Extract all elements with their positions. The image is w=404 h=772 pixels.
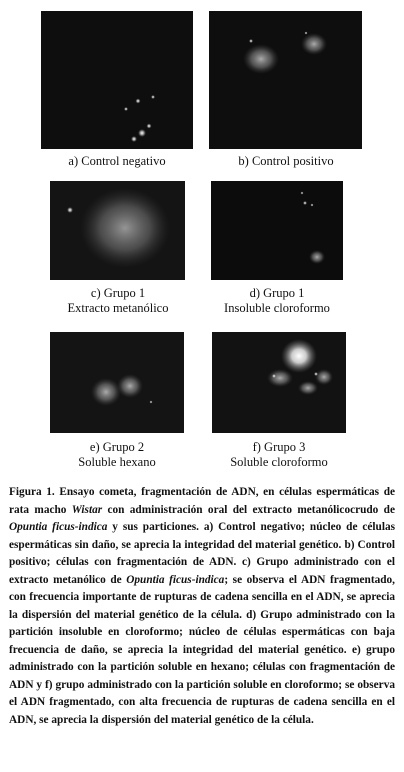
- micrograph-f: [212, 332, 346, 433]
- caption-italic-text: Wistar: [71, 503, 103, 516]
- caption-line: f) Grupo 3: [252, 440, 306, 454]
- caption-text: y sus particiones. a) Control negativo; núcleo de células espermáticas sin daño, se aprecia la integridad del material genético. b) Control positivo; células con fragmentación de ADN. c) Grupo administrado con el extracto metanólico de: [9, 521, 395, 586]
- micrograph-c: [50, 181, 185, 280]
- caption-line: Soluble cloroformo: [230, 455, 328, 469]
- panel-f-caption: [193, 440, 365, 470]
- panel-a-caption: [31, 154, 203, 169]
- caption-line: c) Grupo 1: [90, 286, 146, 300]
- panel-c-caption: [32, 286, 204, 316]
- caption-text: Ensayo cometa, fragmentación de ADN, en células espermáticas de rata macho: [9, 486, 395, 516]
- caption-line: Extracto metanólico: [67, 301, 169, 315]
- figure-label: Figura 1.: [9, 486, 55, 498]
- panel-d-caption: [191, 286, 363, 316]
- caption-line: d) Grupo 1: [249, 286, 305, 300]
- caption-italic-text: Opuntia ficus-indica: [126, 573, 225, 586]
- micrograph-a: [41, 11, 193, 149]
- caption-line: Insoluble cloroformo: [224, 301, 330, 315]
- caption-line: a) Control negativo: [68, 154, 166, 168]
- micrograph-b: [209, 11, 362, 149]
- caption-text: con administración oral del extracto metanólicocrudo de: [102, 503, 395, 516]
- caption-line: b) Control positivo: [238, 154, 334, 168]
- micrograph-d: [211, 181, 343, 280]
- caption-line: e) Grupo 2: [89, 440, 145, 454]
- panel-e-caption: [31, 440, 203, 470]
- caption-italic-text: Opuntia ficus-indica: [9, 521, 108, 533]
- micrograph-e: [50, 332, 184, 433]
- panel-b-caption: [200, 154, 372, 169]
- caption-text: ; se observa el ADN fragmentado, con frecuencia importante de rupturas de cadena sencilla en el ADN, se aprecia la dispersión del material genético de la célula. d) Grupo administrado con la partición insoluble en cloroformo; núcleo de células espermáticas con baja frecuencia de daño, se aprecia la integridad del material genético. e) grupo administrado con la partición soluble en hexano; células con fragmentación de ADN y f) grupo administrado con la partición soluble en cloroformo; se observa el ADN fragmentado, con alta frecuencia de rupturas de cadena sencilla en el ADN, se aprecia la dispersión del material genético de la célula.: [9, 573, 395, 726]
- figure-caption: [9, 484, 395, 729]
- caption-line: Soluble hexano: [78, 455, 156, 469]
